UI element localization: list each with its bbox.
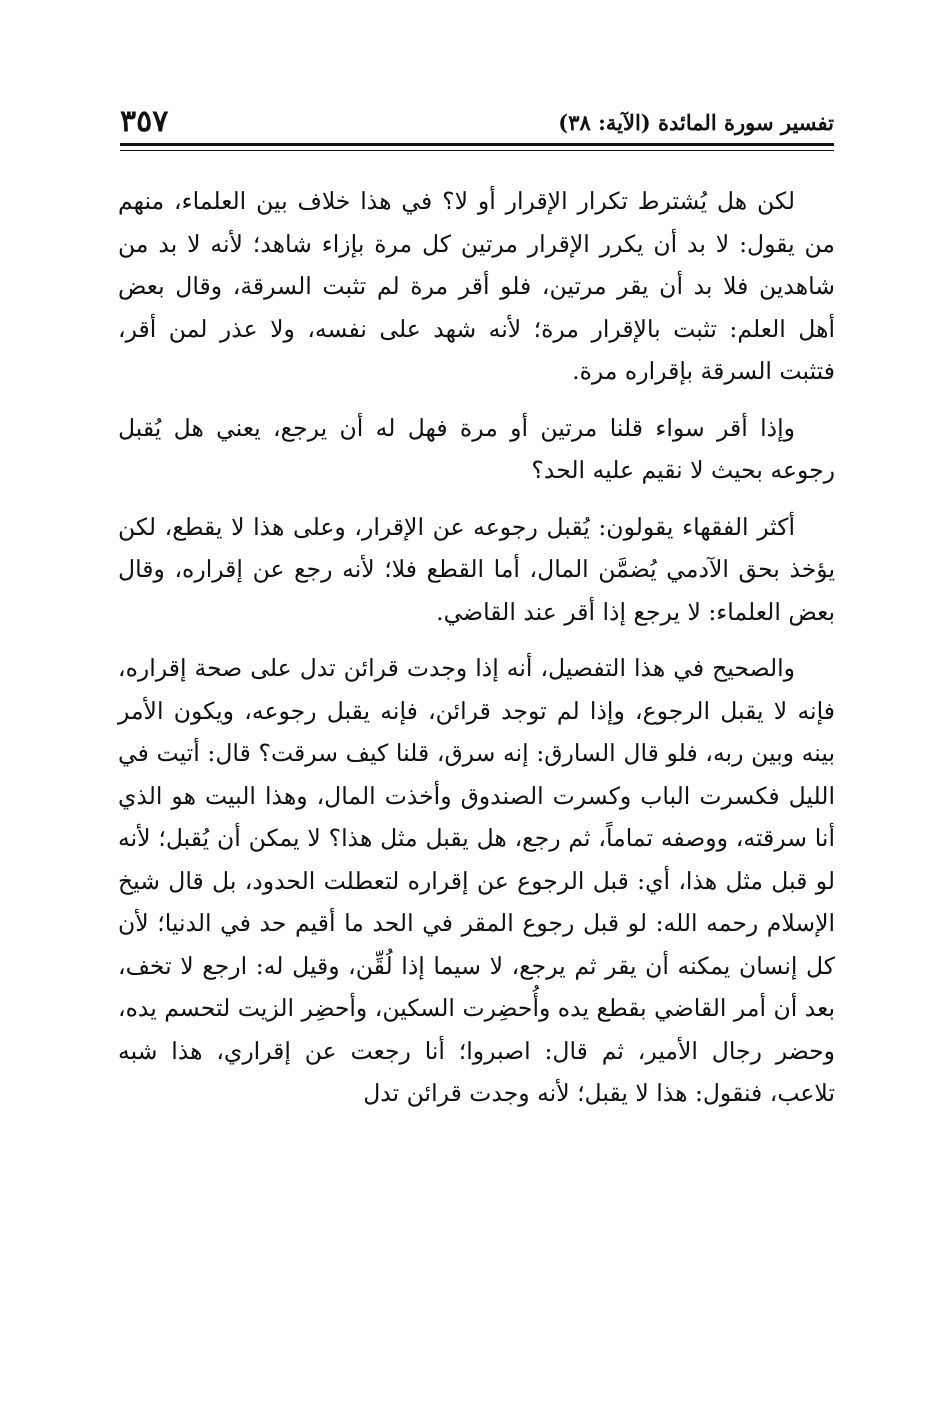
- paragraph-4: والصحيح في هذا التفصيل، أنه إذا وجدت قرائن تدل على صحة إقراره، فإنه لا يقبل الرجوع، وإذا لم توجد قرائن، فإنه يقبل رجوعه، ويكون الأمر بينه وبين ربه، فلو قال السارق: إنه سرق، قلنا كيف سرقت؟ قال: أتيت في الليل فكسرت الباب وكسرت الصندوق وأخذت المال، وهذا البيت هو الذي أنا سرقته، ووصفه تماماً، ثم رجع، هل يقبل مثل هذا؟ لا يمكن أن يُقبل؛ لأنه لو قبل مثل هذا، أي: قبل الرجوع عن إقراره لتعطلت الحدود، بل قال شيخ الإسلام رحمه الله: لو قبل رجوع المقر في الحد ما أقيم حد في الدنيا؛ لأن كل إنسان يمكنه أن يقر ثم يرجع، لا سيما إذا لُقِّن، وقيل له: ارجع لا تخف، بعد أن أمر القاضي بقطع يده وأُحضِرت السكين، وأحضِر الزيت لتحسم يده، وحضر رجال الأمير، ثم قال: اصبروا؛ أنا رجعت عن إقراري، هذا شبه تلاعب، فنقول: هذا لا يقبل؛ لأنه وجدت قرائن تدل: [118, 654, 835, 1107]
- header-rule-thick: [120, 143, 834, 146]
- header-rule-thin: [120, 150, 834, 151]
- paragraph-3: أكثر الفقهاء يقولون: يُقبل رجوعه عن الإقرار، وعلى هذا لا يقطع، لكن يؤخذ بحق الآدمي يُضمَّن المال، أما القطع فلا؛ لأنه رجع عن إقراره، وقال بعض العلماء: لا يرجع إذا أقر عند القاضي.: [118, 512, 835, 626]
- paragraph-2: وإذا أقر سواء قلنا مرتين أو مرة فهل له أن يرجع، يعني هل يُقبل رجوعه بحيث لا نقيم عليه الحد؟: [118, 413, 835, 484]
- page-number: ٣٥٧: [120, 104, 169, 139]
- running-header: [120, 104, 834, 144]
- chapter-heading: تفسير سورة المائدة (الآية: ٣٨): [558, 110, 834, 135]
- body-text: [118, 180, 835, 1129]
- paragraph-1: لكن هل يُشترط تكرار الإقرار أو لا؟ في هذا خلاف بين العلماء، منهم من يقول: لا بد أن يكرر الإقرار مرتين كل مرة بإزاء شاهد؛ لأنه لا بد من شاهدين فلا بد أن يقر مرتين، فلو أقر مرة لم تثبت السرقة، وقال بعض أهل العلم: تثبت بالإقرار مرة؛ لأنه شهد على نفسه، ولا عذر لمن أقر، فتثبت السرقة بإقراره مرة.: [118, 187, 835, 385]
